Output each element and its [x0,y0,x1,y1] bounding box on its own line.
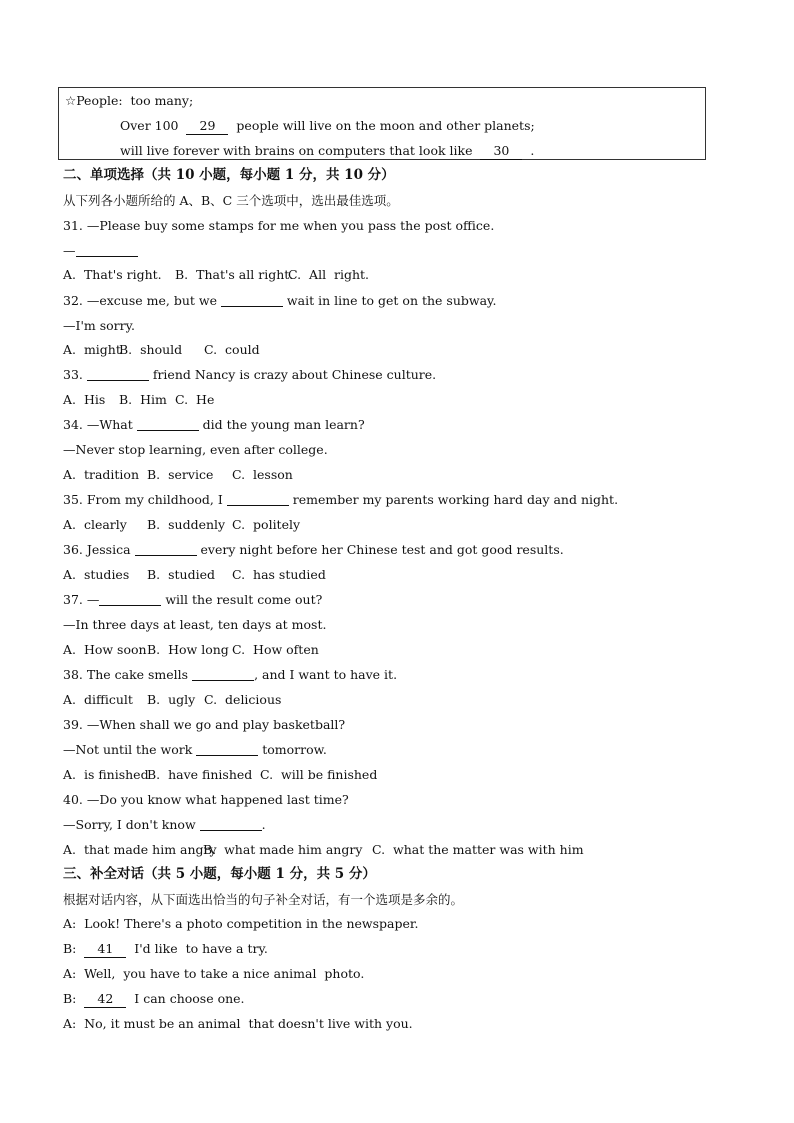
q34-option-a[interactable]: A. tradition [63,467,139,482]
dialogue-line-1: A: Look! There's a photo competition in the newspaper. [63,916,419,931]
people-line-2 [120,143,534,160]
q40-reply [63,817,266,833]
dialogue-line-4-speaker: B: [63,991,85,1006]
q32-option-c[interactable]: C. could [204,342,260,357]
dialogue-line-2 [63,941,268,958]
q34-stem-pre: 34. —What [63,417,137,432]
people-heading: ☆People: too many; [65,93,194,108]
q38-stem-post: , and I want to have it. [254,667,398,682]
q38-blank[interactable] [192,668,254,681]
dialogue-line-2-speaker: B: [63,941,85,956]
q35-option-b[interactable]: B. suddenly [147,517,226,532]
q36-stem [63,542,564,558]
q34-blank[interactable] [137,418,199,431]
q40-option-b[interactable]: B. what made him angry [203,842,363,857]
blank-29[interactable]: 29 [186,118,228,135]
people-line-2-pre: will live forever with brains on computers that look like [120,143,481,158]
section-2-instruction: 从下列各小题所给的 A、B、C 三个选项中，选出最佳选项。 [63,193,399,208]
q36-option-b[interactable]: B. studied [147,567,215,582]
q35-stem-post: remember my parents working hard day and night. [288,492,619,507]
q31-reply-dash: — [63,243,76,258]
q37-option-b[interactable]: B. How long [147,642,229,657]
q36-stem-post: every night before her Chinese test and got good results. [196,542,564,557]
q33-stem-post: friend Nancy is crazy about Chinese culture. [148,367,437,382]
q39-reply-pre: —Not until the work [63,742,197,757]
q40-option-c[interactable]: C. what the matter was with him [372,842,584,857]
q34-stem [63,417,365,433]
q35-stem [63,492,618,508]
q33-stem [63,367,436,383]
people-box [58,87,706,160]
q32-blank[interactable] [221,294,283,307]
q39-reply [63,742,327,758]
section-3-instruction: 根据对话内容，从下面选出恰当的句子补全对话，有一个选项是多余的。 [63,892,464,907]
section-2-title: 二、单项选择（共 10 小题，每小题 1 分，共 10 分） [63,167,395,183]
q38-stem-pre: 38. The cake smells [63,667,193,682]
q34-reply: —Never stop learning, even after college. [63,442,328,457]
q40-reply-pre: —Sorry, I don't know [63,817,200,832]
q40-option-a[interactable]: A. that made him angry [63,842,217,857]
q33-option-a[interactable]: A. His [63,392,106,407]
q35-option-a[interactable]: A. clearly [63,517,127,532]
q37-option-c[interactable]: C. How often [232,642,319,657]
dialogue-line-5: A: No, it must be an animal that doesn't live with you. [63,1016,413,1031]
q33-option-c[interactable]: C. He [175,392,215,407]
q39-option-a[interactable]: A. is finished [63,767,149,782]
q36-option-a[interactable]: A. studies [63,567,130,582]
dialogue-line-4-text: I can choose one. [126,991,245,1006]
q37-option-a[interactable]: A. How soon [63,642,147,657]
q33-option-b[interactable]: B. Him [119,392,167,407]
blank-42[interactable]: 42 [84,991,126,1008]
blank-41[interactable]: 41 [84,941,126,958]
q34-stem-post: did the young man learn? [198,417,365,432]
q40-reply-post: . [261,817,266,832]
people-line-1 [120,118,535,135]
q38-option-b[interactable]: B. ugly [147,692,196,707]
q34-option-b[interactable]: B. service [147,467,214,482]
q36-blank[interactable] [135,543,197,556]
q32-option-b[interactable]: B. should [119,342,183,357]
q36-option-c[interactable]: C. has studied [232,567,326,582]
q35-option-c[interactable]: C. politely [232,517,301,532]
q31-option-c[interactable]: C. All right. [288,267,370,282]
q39-stem: 39. —When shall we go and play basketball? [63,717,346,732]
q37-stem [63,592,322,608]
q37-stem-pre: 37. — [63,592,100,607]
q32-stem-pre: 32. —excuse me, but we [63,293,221,308]
dialogue-line-2-text: I'd like to have a try. [126,941,268,956]
q33-blank[interactable] [87,368,149,381]
q39-reply-post: tomorrow. [258,742,327,757]
blank-30[interactable]: 30 [480,143,522,160]
q31-blank[interactable] [76,244,138,257]
q40-blank[interactable] [200,818,262,831]
q36-stem-pre: 36. Jessica [63,542,135,557]
q39-option-b[interactable]: B. have finished [147,767,253,782]
q37-stem-post: will the result come out? [161,592,323,607]
q32-option-a[interactable]: A. might [63,342,121,357]
q32-stem-post: wait in line to get on the subway. [282,293,497,308]
q39-option-c[interactable]: C. will be finished [260,767,378,782]
q32-reply: —I'm sorry. [63,318,135,333]
q38-stem [63,667,397,683]
q31-option-a[interactable]: A. That's right. [63,267,162,282]
q39-blank[interactable] [196,743,258,756]
q38-option-a[interactable]: A. difficult [63,692,133,707]
q34-option-c[interactable]: C. lesson [232,467,293,482]
q31-option-b[interactable]: B. That's all right. [175,267,294,282]
q37-reply: —In three days at least, ten days at most. [63,617,327,632]
q31-reply [63,243,138,259]
q32-stem [63,293,496,309]
dialogue-line-4 [63,991,245,1008]
q37-blank[interactable] [99,593,161,606]
q35-blank[interactable] [227,493,289,506]
q33-stem-pre: 33. [63,367,87,382]
people-line-1-post: people will live on the moon and other planets; [228,118,535,133]
q40-stem: 40. —Do you know what happened last time? [63,792,349,807]
people-line-2-post: . [522,143,535,158]
q35-stem-pre: 35. From my childhood, I [63,492,227,507]
people-line-1-pre: Over 100 [120,118,187,133]
q31-stem: 31. —Please buy some stamps for me when you pass the post office. [63,218,495,233]
q38-option-c[interactable]: C. delicious [204,692,282,707]
dialogue-line-3: A: Well, you have to take a nice animal photo. [63,966,365,981]
section-3-title: 三、补全对话（共 5 小题，每小题 1 分，共 5 分） [63,866,376,882]
